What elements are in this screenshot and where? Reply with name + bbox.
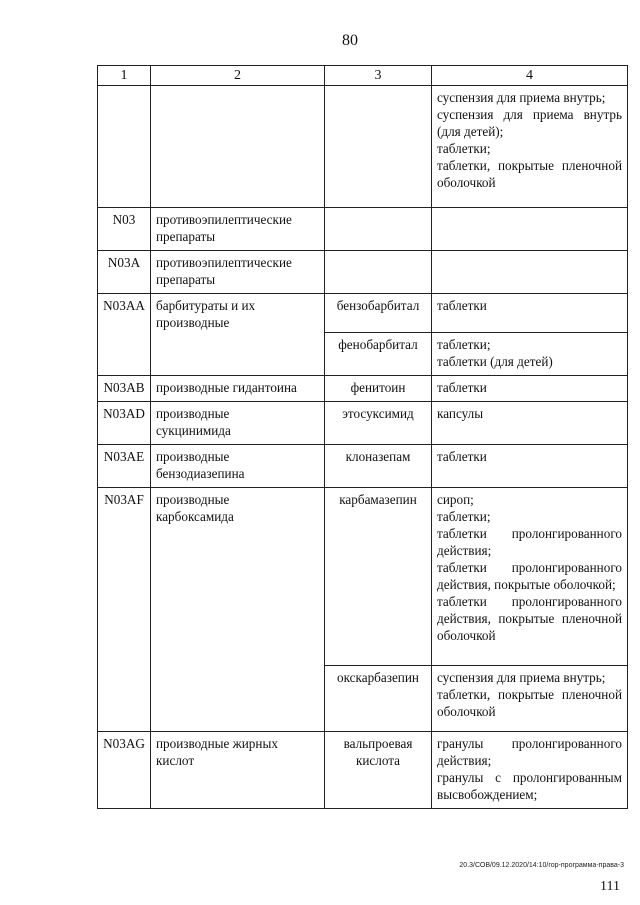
dosage-form-cell [432, 333, 628, 376]
atc-code-cell: N03AE [98, 445, 151, 488]
group-name-line: производные [156, 406, 230, 421]
atc-code-cell: N03A [98, 251, 151, 294]
dosage-form-cell [432, 376, 628, 402]
atc-code-cell: N03AA [98, 294, 151, 376]
drug-name-cell: фенобарбитал [325, 333, 432, 376]
atc-code-cell: N03AB [98, 376, 151, 402]
dosage-form-line: таблетки пролонгированного действия, покрытые пленочной оболочкой [437, 594, 622, 643]
group-name-line: производные гидантоина [156, 380, 297, 395]
group-name-cell [151, 488, 325, 732]
drug-name-cell: карбамазепин [325, 488, 432, 666]
dosage-form-cell [432, 488, 628, 666]
drug-name-cell: этосуксимид [325, 402, 432, 445]
page-number-bottom: 111 [600, 879, 620, 894]
dosage-form-cell [432, 208, 628, 251]
dosage-form-line: суспензия для приема внутрь; [437, 670, 606, 685]
group-name-line: барбитураты и их [156, 298, 256, 313]
dosage-form-line: таблетки; [437, 509, 491, 524]
dosage-form-line: суспензия для приема внутрь; [437, 90, 606, 105]
group-name-line: бензодиазепина [156, 466, 245, 481]
dosage-form-line: таблетки, покрытые пленочной оболочкой [437, 687, 622, 719]
drug-name-cell: фенитоин [325, 376, 432, 402]
atc-code-cell: N03 [98, 208, 151, 251]
drug-name-cell [325, 208, 432, 251]
group-name-cell [151, 402, 325, 445]
header-cell-4: 4 [432, 66, 628, 86]
group-name-cell [151, 376, 325, 402]
page-number-top: 80 [342, 32, 358, 49]
dosage-form-line: таблетки пролонгированного действия; [437, 526, 622, 558]
table-row [98, 376, 628, 402]
atc-code-cell [98, 86, 151, 208]
drug-name-cell [325, 251, 432, 294]
dosage-form-line: таблетки; [437, 337, 491, 352]
dosage-form-line: таблетки; [437, 141, 491, 156]
group-name-line: препараты [156, 272, 216, 287]
group-name-line: противоэпилептические [156, 212, 292, 227]
atc-code-cell: N03AG [98, 732, 151, 809]
table-row [98, 488, 628, 666]
atc-code-cell: N03AF [98, 488, 151, 732]
group-name-line: препараты [156, 229, 216, 244]
dosage-form-line: таблетки (для детей) [437, 354, 553, 369]
group-name-line: производные [156, 449, 230, 464]
group-name-line: производные [156, 492, 230, 507]
dosage-form-cell [432, 445, 628, 488]
dosage-form-line: таблетки [437, 449, 487, 464]
footer-stamp: 20.3/СОВ/09.12.2020/14:10/гор-программа-права-3 [459, 862, 624, 869]
dosage-form-cell [432, 251, 628, 294]
drug-name-cell: окскарбазепин [325, 666, 432, 732]
group-name-cell [151, 251, 325, 294]
table-row [98, 732, 628, 809]
dosage-form-line: таблетки [437, 380, 487, 395]
atc-code-cell: N03AD [98, 402, 151, 445]
dosage-form-line: сироп; [437, 492, 474, 507]
dosage-form-line: таблетки пролонгированного действия, покрытые оболочкой; [437, 560, 622, 592]
group-name-line: противоэпилептические [156, 255, 292, 270]
dosage-form-line: таблетки, покрытые пленочной оболочкой [437, 158, 622, 190]
table-row [98, 402, 628, 445]
table-row [98, 208, 628, 251]
group-name-line: карбоксамида [156, 509, 234, 524]
group-name-cell [151, 294, 325, 376]
dosage-form-cell [432, 86, 628, 208]
header-cell-1: 1 [98, 66, 151, 86]
dosage-form-cell [432, 402, 628, 445]
header-cell-2: 2 [151, 66, 325, 86]
table-row [98, 86, 628, 208]
table-row [98, 294, 628, 333]
dosage-form-line: суспензия для приема внутрь (для детей); [437, 107, 622, 139]
dosage-form-cell [432, 294, 628, 333]
group-name-line: сукцинимида [156, 423, 231, 438]
header-cell-3: 3 [325, 66, 432, 86]
header-row [98, 66, 628, 86]
dosage-form-line: капсулы [437, 406, 484, 421]
drug-table [97, 65, 628, 809]
group-name-cell [151, 445, 325, 488]
group-name-cell [151, 86, 325, 208]
table-row [98, 445, 628, 488]
drug-name-cell: клоназепам [325, 445, 432, 488]
table-body [98, 66, 628, 809]
group-name-line: производные [156, 315, 230, 330]
group-name-line: производные жирных [156, 736, 278, 751]
drug-name-cell: бензобарбитал [325, 294, 432, 333]
dosage-form-line: таблетки [437, 298, 487, 313]
dosage-form-cell [432, 732, 628, 809]
drug-name-cell [325, 86, 432, 208]
dosage-form-line: гранулы пролонгированного действия; [437, 736, 622, 768]
drug-name-cell: вальпроевая кислота [325, 732, 432, 809]
group-name-cell [151, 732, 325, 809]
dosage-form-cell [432, 666, 628, 732]
dosage-form-line: гранулы с пролонгированным высвобождением; [437, 770, 622, 802]
group-name-line: кислот [156, 753, 195, 768]
table-row [98, 251, 628, 294]
group-name-cell [151, 208, 325, 251]
